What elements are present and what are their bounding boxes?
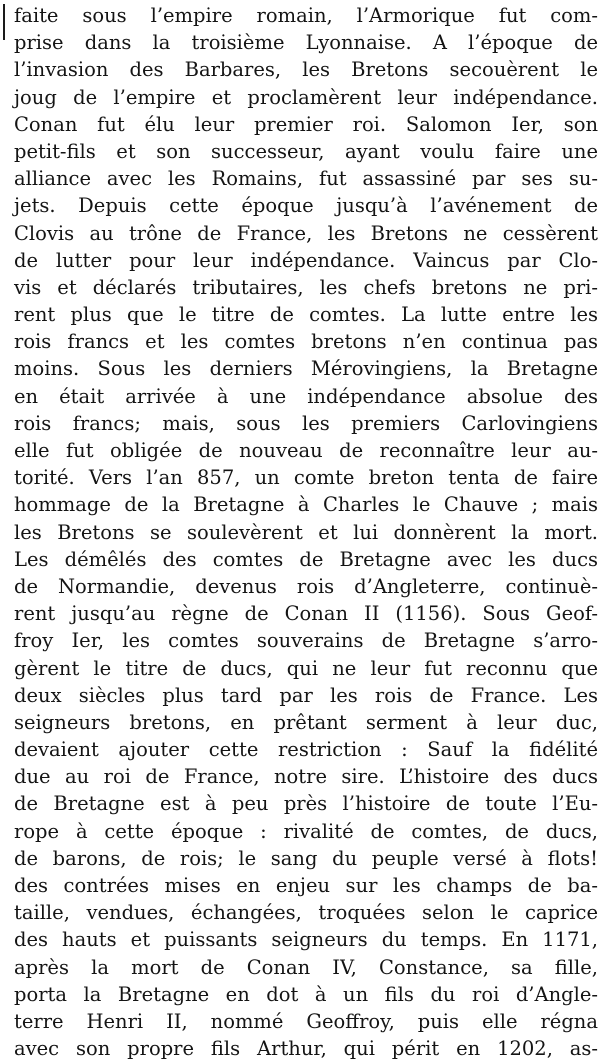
text-line: due au roi de France, notre sire. L’histoire des ducs — [14, 765, 598, 789]
text-line: l’invasion des Barbares, les Bretons secouèrent le — [14, 58, 598, 82]
text-line: rent jusqu’au règne de Conan II (1156). Sous Geof- — [14, 602, 598, 626]
text-line: torité. Vers l’an 857, un comte breton tenta de faire — [14, 466, 598, 490]
text-line: en était arrivée à une indépendance absolue des — [14, 384, 598, 408]
text-line: de barons, de rois; le sang du peuple versé à flots! — [14, 846, 598, 870]
text-line: des contrées mises en enjeu sur les champs de ba- — [14, 874, 598, 897]
text-line: deux siècles plus tard par les rois de France. Les — [14, 683, 598, 707]
text-line: jets. Depuis cette époque jusqu’à l’avénement de — [14, 194, 598, 218]
text-line: rois francs; mais, sous les premiers Carlovingiens — [14, 411, 598, 435]
text-line: porta la Bretagne en dot à un fils du roi d’Angle- — [14, 982, 598, 1006]
text-line: taille, vendues, échangées, troquées selon le caprice — [14, 901, 598, 925]
text-line: joug de l’empire et proclamèrent leur indépendance. — [14, 85, 598, 109]
text-line: Les démêlés des comtes de Bretagne avec les ducs — [14, 547, 598, 571]
text-line: moins. Sous les derniers Mérovingiens, la Bretagne — [14, 357, 598, 381]
text-line: des hauts et puissants seigneurs du temps. En 1171, — [14, 928, 598, 952]
text-line: faite sous l’empire romain, l’Armorique fut com- — [14, 4, 598, 27]
body-text — [14, 2, 598, 1062]
text-line: prise dans la troisième Lyonnaise. A l’époque de — [14, 31, 598, 55]
text-line: de Normandie, devenus rois d’Angleterre, continuè- — [14, 574, 598, 598]
text-line: rois francs et les comtes bretons n’en continua pas — [14, 330, 598, 354]
text-line: seigneurs bretons, en prêtant serment à leur duc, — [14, 710, 598, 734]
text-line: après la mort de Conan IV, Constance, sa fille, — [14, 955, 598, 979]
text-line: gèrent le titre de ducs, qui ne leur fut reconnu que — [14, 656, 598, 680]
text-line: vis et déclarés tributaires, les chefs bretons ne pri- — [14, 275, 598, 299]
text-line: Clovis au trône de France, les Bretons ne cessèrent — [14, 221, 598, 245]
text-line: Conan fut élu leur premier roi. Salomon Ier, son — [14, 112, 598, 136]
text-line: alliance avec les Romains, fut assassiné par ses su- — [14, 167, 598, 191]
text-line: devaient ajouter cette restriction : Sauf la fidélité — [14, 738, 598, 762]
text-line: rent plus que le titre de comtes. La lutte entre les — [14, 303, 598, 327]
text-line: de Bretagne est à peu près l’histoire de toute l’Eu- — [14, 792, 598, 816]
text-line: avec son propre fils Arthur, qui périt en 1202, as- — [14, 1037, 598, 1061]
text-line: de lutter pour leur indépendance. Vaincus par Clo- — [14, 248, 598, 272]
text-line: les Bretons se soulevèrent et lui donnèrent la mort. — [14, 520, 598, 544]
text-line: petit-fils et son successeur, ayant voulu faire une — [14, 139, 598, 163]
text-line: terre Henri II, nommé Geoffroy, puis elle régna — [14, 1009, 598, 1033]
margin-rule — [3, 4, 5, 40]
text-line: hommage de la Bretagne à Charles le Chauve ; mais — [14, 493, 598, 517]
text-line: froy Ier, les comtes souverains de Bretagne s’arro- — [14, 629, 598, 653]
text-line: elle fut obligée de nouveau de reconnaître leur au- — [14, 439, 598, 462]
text-line: rope à cette époque : rivalité de comtes, de ducs, — [14, 819, 598, 843]
